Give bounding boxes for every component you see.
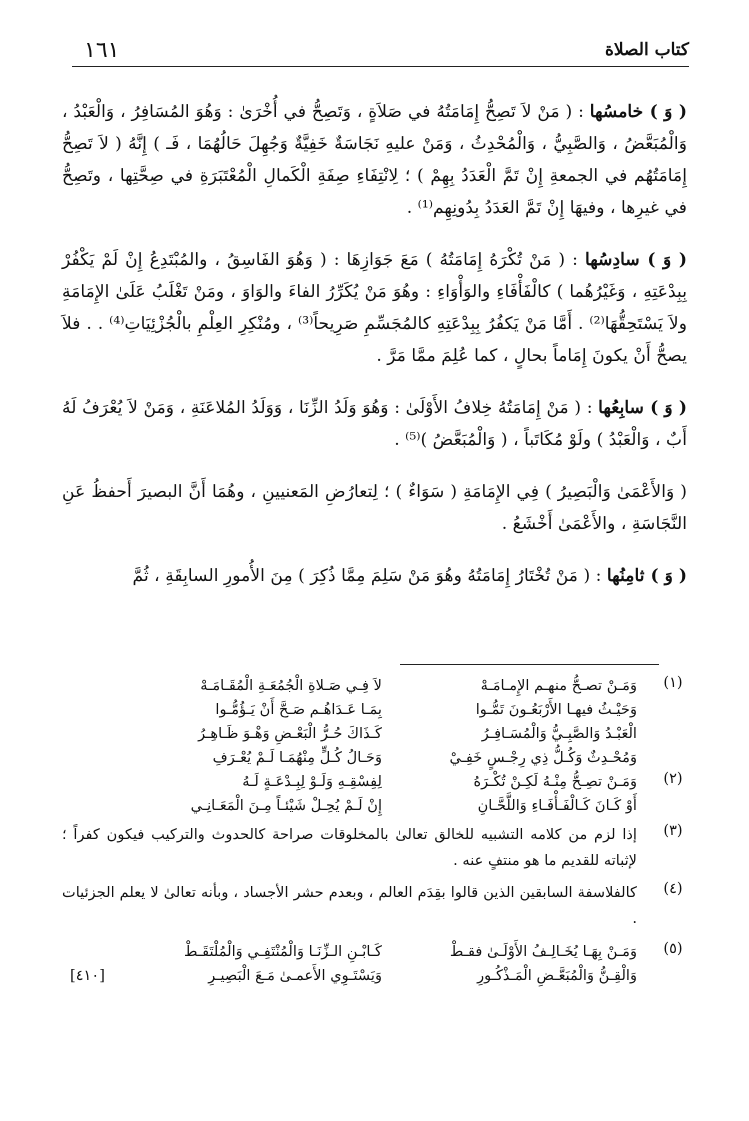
paragraph-7 [62, 392, 687, 456]
footnote-text: كالفلاسفة السابقين الذين قالوا بقِدَم العالم ، وبعدم حشر الأجساد ، وبأنه تعالىٰ لا يعلم الجزئيات . [62, 884, 637, 927]
volume-page-stamp: [٤١٠] [70, 967, 105, 984]
paragraph-label: ( وَ ) سابِعُها [598, 398, 687, 418]
paragraph-8 [62, 560, 687, 592]
verse-hemistich: وَمَـنْ تصـحُّ منهـم الإِمـامَـهْ [480, 677, 637, 694]
verse-hemistich: وَمُحْـدِثٌ وَكُـلُّ ذِي رِجْـسٍ خَفِـيْ [449, 749, 637, 766]
verse-hemistich: لِفِسْقِـهِ وَلَـوْ لِبِـدْعَـةٍ لَـهُ [242, 773, 382, 790]
verse-hemistich: وَمَـنْ بِهَـا يُخَـالِـفُ الأَوْلَـىٰ فقـطْ [449, 943, 637, 960]
paragraph-text: ( وَالأَعْمَىٰ وَالْبَصِيرُ ) فِي الإِمَامَةِ ( سَوَاءٌ ) ؛ لِتعارُضِ المَعنيينِ ، وهُمَا أَنَّ البصيرَ أَحفظُ عَنِ النَّجَاسَةِ ، والأَعْمَىٰ أَخْشَعُ . [62, 482, 687, 534]
footnote-number: (٣) [663, 822, 683, 839]
header-rule [72, 66, 689, 67]
footnote-5 [62, 940, 693, 990]
verse-hemistich: الْعَبْـدُ وَالصَّبِـيُّ وَالْمُسَـافِـرُ [481, 725, 637, 742]
paragraph-text: : ( مَنْ تُكْرَهُ إِمَامَتُهُ ) مَعَ جَوَازِهَا : ( وَهُوَ الفَاسِقُ ، والمُبْتَدِعُ إِنْ لَمْ يَكْفُرْ بِبِدْعَتِهِ ، وَغَيْرُهُما ) كالْفَأْفَاءِ والوَأْوَاءِ : وهُوَ مَنْ يُكَرِّرُ الفاءَ والوَاوَ ، ومَنْ تَغْلَبُ عَلَىٰ الإِمَامَةِ ولاَ يَسْتَحِقُّهَا⁽²⁾ . أَمَّا مَنْ يَكفُرُ بِبِدْعَتِهِ كالمُجَسِّمِ صَرِيحاً⁽³⁾ ، ومُنْكِرِ العِلْمِ بالْجُزْئِيَاتِ⁽⁴⁾ . . فلاَ يصحُّ أَنْ يكونَ إِمَاماً بحالٍ ، كما عُلِمَ ممَّا مَرَّ . [62, 250, 687, 366]
page-number: ١٦١ [84, 38, 120, 63]
verse-hemistich: بِمَـا عَـدَاهُـم صَـحَّ أَنْ يَـؤُمُّـوا [215, 701, 382, 718]
paragraph-text: : ( مَنْ لاَ تَصِحُّ إِمَامَتُهُ في صَلاَةٍ ، وَتَصِحُّ في أُخْرَىٰ : وَهُوَ المُسَافِرُ ، وَالْعَبْدُ ، وَالْمُبَعَّضُ ، وَالصَّبِيُّ ، وَالْمُحْدِثُ ، وَمَنْ عليهِ نَجَاسَةٌ خَفِيَّةٌ وَجُهِلَ حَالُهُمَا ، فَـ ) إِنَّهُ ( لاَ تَصِحُّ إِمَامَتُهُم في الجمعةِ إِنْ تَمَّ الْعَدَدُ بِهِمْ ) ؛ لِانْتِفَاءِ صِفَةِ الْكَمالِ الْمُعْتَبَرَةِ في صِحَّتِها ، وتَصِحُّ في غيرِها ، وفيهَا إِنْ تَمَّ العَدَدُ بِدُونِهِم⁽¹⁾ . [62, 102, 687, 218]
page-header [72, 38, 689, 68]
verse-hemistich: وَمَـنْ تصِـحُّ مِنْـهُ لَكِـنْ تُكْـرَهُ [473, 773, 637, 790]
paragraph-text: : ( مَنْ إِمَامَتُهُ خِلافُ الأَوْلَىٰ : وَهُوَ وَلَدُ الزِّنَا ، وَوَلَدُ المُلاعَنَةِ ، وَمَنْ لاَ يُعْرَفُ لَهُ أَبٌ ، وَالْعَبْدُ ) ولَوْ مُكَاتَباً ، ( وَالْمُبَعَّضُ )⁽⁵⁾ . [62, 398, 687, 450]
footnote-4 [62, 880, 693, 932]
paragraph-label: ( وَ ) سادِسُها [584, 250, 687, 270]
paragraph-5 [62, 96, 687, 224]
main-text [62, 96, 687, 612]
verse-hemistich: وَحَـالُ كُـلٍّ مِنْهُمَـا لَـمْ يُعْـرَفِ [212, 749, 382, 766]
paragraph-label: ( وَ ) خامسُها [589, 102, 687, 122]
verse-hemistich: كَـابْـنِ الـزِّنَـا وَالْمُنْتَفِـي وَالْمُلْتَقَـطْ [184, 943, 382, 960]
footnote-number: (٤) [663, 880, 683, 897]
footnote-text: إذا لزم من كلامه التشبيه للخالق تعالىٰ بالمخلوقات صراحة كالحدوث والتركيب فيكون كفراً ؛ لإثباته للقديم ما هو منتفٍ عنه . [62, 826, 637, 869]
verse-hemistich: لاَ فِـي صَـلاةِ الْجُمُعَـةِ الْمُقَـامَـهْ [200, 677, 382, 694]
paragraph-label: ( وَ ) ثامِنُها [606, 566, 687, 586]
verse-hemistich: وَحَيْـثُ فيهـا الأَرْبَعُـونَ تَمُّـوا [475, 701, 637, 718]
footnote-number: (٥) [663, 940, 683, 957]
paragraph-blind [62, 476, 687, 540]
footnotes [62, 674, 693, 990]
footnote-3 [62, 822, 693, 874]
footnote-2 [62, 770, 693, 820]
verse-hemistich: وَالْقِـنُّ وَالْمُبَعَّـضِ الْمَـذْكُـورِ [477, 967, 637, 984]
footnote-rule [400, 664, 659, 665]
paragraph-text: : ( مَنْ تُخْتَارُ إِمَامَتُهُ وهُوَ مَنْ سَلِمَ مِمَّا ذُكِرَ ) مِنَ الأُمورِ السابِقَةِ ، ثُمَّ [132, 566, 602, 586]
footnote-1 [62, 674, 693, 770]
verse-hemistich: كَـذَاكَ حُـرُّ الْبَعْـضِ وَهْـوَ ظَـاهِـرُ [198, 725, 382, 742]
footnote-number: (٢) [663, 770, 683, 787]
running-title: كتاب الصلاة [604, 40, 689, 60]
paragraph-6 [62, 244, 687, 372]
verse-hemistich: إِنْ لَـمْ يُحِـلْ شَيْئـاً مِـنَ الْمَعَـانِـي [190, 797, 382, 814]
verse-hemistich: وَيَسْتَـوِي الأَعمـىٰ مَـعَ الْبَصِيـرِ [208, 967, 382, 984]
verse-hemistich: أَوْ كَـانَ كَـالْفَـأْفَـاءِ وَاللَّحَّـانِ [477, 797, 637, 814]
footnote-number: (١) [663, 674, 683, 691]
